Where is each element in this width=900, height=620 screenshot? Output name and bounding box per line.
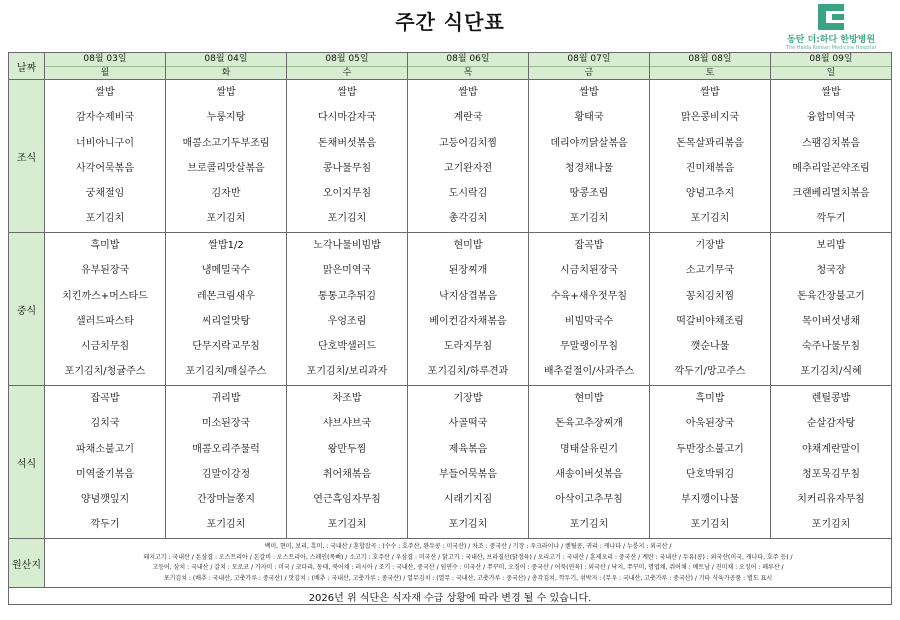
- menu-item: 포기김치: [448, 519, 488, 531]
- meal-cell: [408, 233, 529, 386]
- meal-label: 중식: [9, 233, 45, 386]
- meal-cell: [771, 386, 892, 539]
- menu-item: 시금치된장국: [560, 265, 618, 277]
- menu-item: 우엉조림: [327, 315, 367, 327]
- menu-item: 크랜베리멸치볶음: [792, 188, 870, 200]
- menu-item: 노각나물비빔밥: [313, 240, 381, 251]
- menu-item: 배추겉절이/사과주스: [543, 366, 635, 378]
- day-date: 08월 04일: [166, 53, 286, 67]
- menu-item: 된장찌개: [448, 265, 488, 277]
- menu-item: 궁채절임: [85, 188, 125, 200]
- menu-item: 맑은미역국: [322, 265, 372, 277]
- menu-item: 깻순나물: [690, 341, 730, 353]
- menu-item: 수육+새우젓무침: [551, 290, 627, 302]
- menu-item: 포기김치: [569, 213, 609, 225]
- menu-item: 깍두기: [90, 519, 120, 531]
- origin-info: [45, 539, 892, 588]
- origin-line: 포기김치 : (배추 : 국내산, 고춧가루 : 중국산) / 맛김치 : (배추 : 국내산, 고춧가루 : 중국산) / 열무김치 : (열무 : 국내산, 고춧가루 : 중국산) / 총각김치, 깍두기, 섞박지 : (무우 : 국내산, 고춧가루 : 중국산) / 기타 식육가공품 : 별도 표시: [163, 574, 773, 582]
- day-date: 08월 07일: [529, 53, 649, 67]
- menu-item: 치커리유자무침: [797, 494, 865, 506]
- menu-item: 깍두기/망고주스: [674, 366, 746, 378]
- menu-item: 파채소불고기: [76, 443, 134, 455]
- menu-item: 도시락김: [448, 188, 488, 200]
- menu-item: 현미밥: [453, 240, 483, 251]
- menu-item: 떡갈비야채조림: [676, 315, 744, 327]
- menu-item: 꽁치김치찜: [685, 290, 735, 302]
- meal-cell: [529, 233, 650, 386]
- menu-item: 포기김치/보리과자: [306, 366, 388, 378]
- menu-item: 차조밥: [332, 393, 362, 404]
- meal-rows: [9, 80, 892, 539]
- day-date: 08월 09일: [771, 53, 891, 67]
- meal-cell: [771, 80, 892, 233]
- weekly-menu-table: [8, 52, 892, 605]
- day-header: [408, 53, 529, 80]
- menu-item: 기장밥: [695, 240, 725, 251]
- menu-item: 쌀밥: [95, 87, 115, 98]
- menu-item: 데리야끼닭살볶음: [550, 137, 628, 149]
- menu-item: 야채계란말이: [802, 443, 860, 455]
- menu-item: 부들어묵볶음: [439, 468, 497, 480]
- menu-item: 샐러드파스타: [76, 315, 134, 327]
- meal-cell: [166, 233, 287, 386]
- origin-line: 백미, 현미, 보리, 흑미, : 국내산 / 혼합잡곡 : (수수 : 호주산, 완두콩 : 미국산) / 차조 : 중국산 / 기장 : 우크라이나 / 렌틸콩, 귀리 : 캐나다 / 누룽지 : 외국산 /: [264, 543, 672, 550]
- meal-cell: [408, 80, 529, 233]
- menu-item: 땅콩조림: [569, 188, 609, 200]
- menu-item: 오이지무침: [322, 188, 372, 200]
- menu-item: 포기김치: [690, 519, 730, 531]
- day-weekday: 토: [705, 68, 715, 78]
- menu-item: 잡곡밥: [90, 393, 120, 404]
- menu-item: 단무지락교무침: [192, 341, 260, 353]
- menu-item: 깍두기: [816, 213, 846, 225]
- menu-item: 고기완자전: [443, 162, 493, 174]
- meal-cell: [529, 80, 650, 233]
- menu-item: 두반장소불고기: [676, 443, 744, 455]
- meal-cell: [287, 386, 408, 539]
- menu-item: 잡곡밥: [574, 240, 604, 251]
- menu-item: 돈육고추장찌개: [555, 418, 623, 430]
- menu-item: 융합미역국: [806, 112, 856, 124]
- menu-item: 돈채버섯볶음: [318, 137, 376, 149]
- menu-item: 진미채볶음: [685, 162, 735, 174]
- menu-item: 냉메밀국수: [201, 265, 251, 277]
- day-header: [287, 53, 408, 80]
- meal-cell: [287, 233, 408, 386]
- meal-cell: [529, 386, 650, 539]
- menu-item: 김말이강정: [201, 468, 251, 480]
- notice-row: [9, 588, 892, 605]
- menu-item: 목이버섯냉채: [802, 315, 860, 327]
- meal-cell: [408, 386, 529, 539]
- menu-item: 명태살유린기: [560, 443, 618, 455]
- menu-item: 제육볶음: [448, 443, 488, 455]
- menu-item: 매콤오리주물럭: [192, 443, 260, 455]
- hospital-logo: [776, 4, 886, 51]
- day-header: [166, 53, 287, 80]
- menu-item: 콩나물무침: [322, 162, 372, 174]
- menu-item: 아삭이고추무침: [555, 494, 623, 506]
- meal-row: [9, 386, 892, 539]
- menu-item: 돈육간장불고기: [797, 290, 865, 302]
- hospital-name: 동탄 더:하다 한방병원: [786, 35, 876, 45]
- menu-item: 비빔막국수: [564, 315, 614, 327]
- day-date: 08월 08일: [650, 53, 770, 67]
- menu-item: 시래기지짐: [443, 494, 493, 506]
- change-notice: 2026년 위 식단은 식자재 수급 상황에 따라 변경 될 수 있습니다.: [9, 588, 892, 605]
- menu-item: 쌀밥1/2: [208, 240, 244, 251]
- menu-item: 청포묵김무침: [802, 468, 860, 480]
- menu-item: 브로콜리맛살볶음: [187, 162, 265, 174]
- menu-item: 너비아니구이: [76, 137, 134, 149]
- menu-item: 순살감자탕: [806, 418, 856, 430]
- day-date: 08월 05일: [287, 53, 407, 67]
- day-weekday: 수: [342, 68, 352, 78]
- menu-item: 샤브샤브국: [322, 418, 372, 430]
- menu-item: 포기김치: [690, 213, 730, 225]
- meal-cell: [45, 233, 166, 386]
- page-title: 주간 식단표: [395, 10, 505, 34]
- day-date: 08월 06일: [408, 53, 528, 67]
- menu-item: 다시마감자국: [318, 112, 376, 124]
- origin-row: [9, 539, 892, 588]
- date-header-row: [9, 53, 892, 80]
- menu-item: 청경채나물: [564, 162, 614, 174]
- menu-item: 돈목살꽈리볶음: [676, 137, 744, 149]
- meal-row: [9, 80, 892, 233]
- menu-item: 포기김치: [85, 213, 125, 225]
- meal-label: 석식: [9, 386, 45, 539]
- menu-item: 쌀밥: [216, 87, 236, 98]
- day-header: [45, 53, 166, 80]
- menu-item: 소고기무국: [685, 265, 735, 277]
- meal-cell: [166, 386, 287, 539]
- menu-item: 취어채볶음: [322, 468, 372, 480]
- menu-item: 치킨까스+머스타드: [62, 290, 148, 302]
- menu-item: 누룽지탕: [206, 112, 246, 124]
- menu-item: 총각김치: [448, 213, 488, 225]
- meal-row: [9, 233, 892, 386]
- day-weekday: 화: [221, 68, 231, 78]
- menu-item: 포기김치: [327, 213, 367, 225]
- menu-item: 포기김치/청귤주스: [64, 366, 146, 378]
- menu-item: 현미밥: [574, 393, 604, 404]
- menu-item: 도라지무침: [443, 341, 493, 353]
- meal-cell: [650, 386, 771, 539]
- menu-item: 낙지삼겹볶음: [439, 290, 497, 302]
- day-date: 08월 03일: [45, 53, 165, 67]
- menu-item: 미소된장국: [201, 418, 251, 430]
- menu-item: 포기김치: [206, 519, 246, 531]
- menu-item: 고등어김치찜: [439, 137, 497, 149]
- menu-item: 쌀밥: [821, 87, 841, 98]
- origin-line: 돼지고기 : 국내산 / 돈삼겹 : 오스트리아 / 돈갈비 : 오스트리아, 스페인(목뼈) / 소고기 : 호주산 / 우삼겹 : 미국산 / 닭고기 : 국내산, 브라질산(닭정육) / 오리고기 : 국내산 / 훈제오리 : 중국산 / 계란 : 국내산 / 두유(콩) : 외국산(미국, 캐나다, 호주 등) /: [143, 553, 793, 561]
- menu-item: 유부된장국: [80, 265, 130, 277]
- menu-item: 쌀밥: [700, 87, 720, 98]
- day-weekday: 일: [826, 68, 836, 78]
- menu-item: 계란국: [453, 112, 483, 124]
- menu-item: 무말랭이무침: [560, 341, 618, 353]
- menu-item: 사각어묵볶음: [76, 162, 134, 174]
- day-header: [650, 53, 771, 80]
- menu-item: 쌀밥: [579, 87, 599, 98]
- menu-item: 맑은콩비지국: [681, 112, 739, 124]
- meal-cell: [771, 233, 892, 386]
- menu-item: 스팸김치볶음: [802, 137, 860, 149]
- menu-item: 포기김치/식혜: [800, 366, 862, 378]
- menu-item: 포기김치: [327, 519, 367, 531]
- menu-item: 양념깻잎지: [80, 494, 130, 506]
- menu-item: 단호박튀김: [685, 468, 735, 480]
- menu-item: 아욱된장국: [685, 418, 735, 430]
- menu-item: 쌀밥: [337, 87, 357, 98]
- menu-item: 부지깽이나물: [681, 494, 739, 506]
- meal-cell: [650, 233, 771, 386]
- menu-item: 황태국: [574, 112, 604, 124]
- meal-label: 조식: [9, 80, 45, 233]
- meal-cell: [45, 386, 166, 539]
- menu-item: 레몬크림새우: [197, 290, 255, 302]
- menu-item: 렌틸콩밥: [811, 393, 851, 404]
- menu-item: 통통고추튀김: [318, 290, 376, 302]
- menu-item: 베이컨감자채볶음: [429, 315, 507, 327]
- meal-cell: [287, 80, 408, 233]
- menu-item: 간장마늘쫑지: [197, 494, 255, 506]
- hospital-logo-icon: [818, 4, 844, 30]
- menu-item: 사골떡국: [448, 418, 488, 430]
- menu-item: 감자수제비국: [76, 112, 134, 124]
- menu-item: 흑미밥: [695, 393, 725, 404]
- origin-line: 고등어, 삼치 : 국내산 / 갈치 : 모로코 / 가자미 : 미국 / 코다리, 동태, 북어채 : 러시아 / 조기 : 국내산, 중국산 / 임연수 : 미국산 / 쭈꾸미, 오징어 : 중국산 / 어묵(연육) : 외국산 / 낙지, 쭈꾸미, 명엽채, 쥐어채 : 베트남 / 진미채 : 오징어 : 페루산 /: [152, 564, 784, 571]
- menu-item: 쌀밥: [458, 87, 478, 98]
- menu-item: 미역줄기볶음: [76, 468, 134, 480]
- day-weekday: 금: [584, 68, 594, 78]
- menu-item: 포기김치: [206, 213, 246, 225]
- menu-item: 연근흑임자무침: [313, 494, 381, 506]
- menu-item: 포기김치/하루견과: [427, 366, 509, 378]
- menu-item: 메추리알곤약조림: [792, 162, 870, 174]
- menu-item: 청국장: [816, 265, 846, 277]
- origin-label: 원산지: [9, 539, 45, 588]
- menu-item: 단호박샐러드: [318, 341, 376, 353]
- date-header-label: 날짜: [9, 53, 45, 80]
- day-header: [771, 53, 892, 80]
- menu-item: 보리밥: [816, 240, 846, 251]
- menu-item: 양념고추지: [685, 188, 735, 200]
- day-header: [529, 53, 650, 80]
- hospital-subtitle: The Haida Korean Medicine Hospital: [785, 45, 877, 51]
- menu-item: 포기김치: [811, 519, 851, 531]
- menu-item: 왕만두찜: [327, 443, 367, 455]
- menu-item: 매콤소고기두부조림: [182, 137, 270, 149]
- menu-item: 포기김치: [569, 519, 609, 531]
- meal-cell: [650, 80, 771, 233]
- meal-cell: [45, 80, 166, 233]
- meal-cell: [166, 80, 287, 233]
- menu-item: 시금치무침: [80, 341, 130, 353]
- menu-item: 김자반: [211, 188, 241, 200]
- day-weekday: 목: [463, 68, 473, 78]
- menu-item: 새송이버섯볶음: [555, 468, 623, 480]
- menu-item: 김치국: [90, 418, 120, 430]
- menu-item: 귀리밥: [211, 393, 241, 404]
- menu-item: 씨리얼맛탕: [201, 315, 251, 327]
- menu-item: 포기김치/매실주스: [185, 366, 267, 378]
- menu-item: 기장밥: [453, 393, 483, 404]
- menu-item: 흑미밥: [90, 240, 120, 251]
- menu-item: 숙주나물무침: [802, 341, 860, 353]
- day-weekday: 월: [100, 68, 110, 78]
